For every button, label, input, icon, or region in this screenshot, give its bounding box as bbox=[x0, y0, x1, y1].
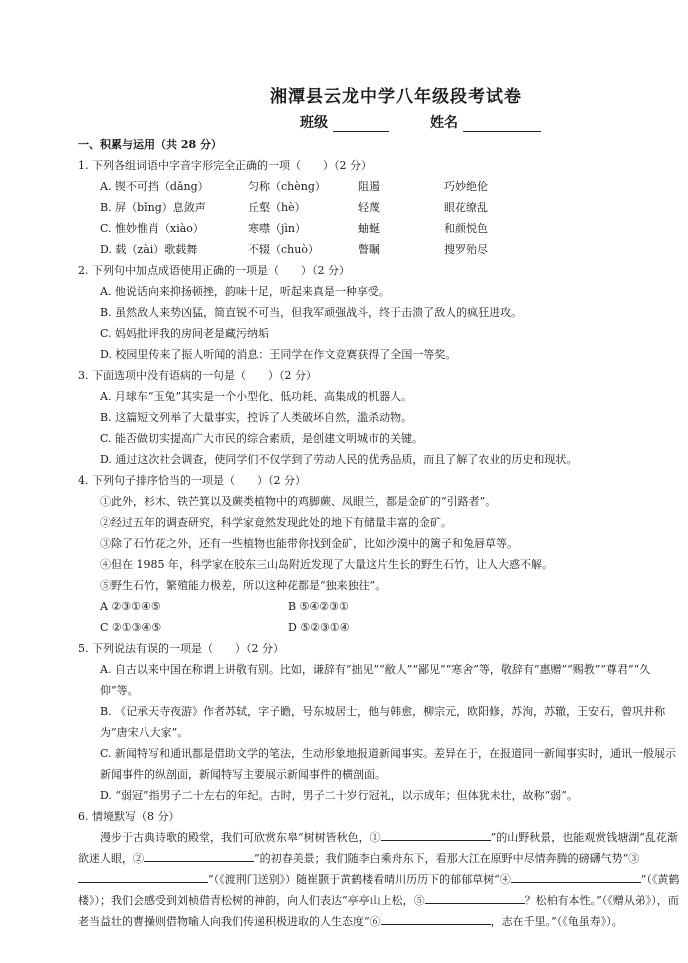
page-title: 湘潭县云龙中学八年级段考试卷 bbox=[270, 87, 522, 107]
q4-options-ab bbox=[78, 596, 684, 617]
q3-option-a: A. 月球车“玉兔”其实是一个小型化、低功耗、高集成的机器人。 bbox=[100, 390, 413, 403]
blank-5[interactable] bbox=[425, 891, 525, 904]
q1-a-2: 匀称（chèng） bbox=[248, 180, 326, 193]
q6-part-8: ，志在千里。”（《龟虽寿》）。 bbox=[490, 915, 623, 928]
blank-1[interactable] bbox=[381, 828, 491, 841]
q3-option-c: C. 能否做切实提高广大市民的综合素质，是创建文明城市的关键。 bbox=[100, 432, 424, 445]
q1-d-4: 搜罗殆尽 bbox=[444, 243, 488, 256]
class-field bbox=[300, 112, 389, 132]
q4-option-a: A ②③①④⑤ bbox=[100, 600, 161, 613]
q4-option-d: D ⑤②③①④ bbox=[288, 621, 350, 634]
q1-c-2: 寒噤（jìn） bbox=[248, 222, 307, 235]
q6-part-7: ？松柏有本性。”（《赠从弟》），而老当益壮的曹操则借物喻人向我们传递积极进取的人生态度“⑥ bbox=[78, 894, 679, 928]
q1-d-2: 不辍（chuò） bbox=[248, 243, 319, 256]
q4-option-c: C ②①③④⑤ bbox=[100, 621, 162, 634]
q4-sentence-2: ②经过五年的调查研究，科学家竟然发现此处的地下有储量丰富的金矿。 bbox=[100, 516, 452, 529]
q1-a-1: A. 锲不可挡（dǎng） bbox=[100, 180, 209, 193]
q4-sentence-5: ⑤野生石竹，繁殖能力极差，所以这种花都是“独来独往”。 bbox=[100, 579, 387, 592]
q2-option-b: B. 虽然敌人来势凶猛，简直锐不可当，但我军顽强战斗，终于击溃了敌人的疯狂进攻。 bbox=[100, 306, 523, 319]
q2-option-a: A. 他说话向来抑扬顿挫，韵味十足，听起来真是一种享受。 bbox=[100, 285, 390, 298]
q1-c-3: 蚰蜒 bbox=[358, 222, 380, 235]
q1-a-4: 巧妙绝伦 bbox=[444, 180, 488, 193]
q3-option-b: B. 这篇短文列举了大量事实，控诉了人类破坏自然，滥杀动物。 bbox=[100, 411, 413, 424]
q1-option-b bbox=[78, 197, 684, 218]
q4-options-cd bbox=[78, 617, 684, 638]
class-blank bbox=[333, 117, 389, 132]
q5-option-d: D. “弱冠”指男子二十左右的年纪。古时，男子二十岁行冠礼，以示成年；但体犹未壮，故称“弱”。 bbox=[100, 789, 578, 802]
q1-b-2: 丘壑（hè） bbox=[248, 201, 306, 214]
q1-option-d bbox=[78, 239, 684, 260]
q6-stem: 6. 情境默写（8 分） bbox=[78, 810, 180, 823]
q4-option-b: B ⑤④②③① bbox=[288, 600, 349, 613]
q1-b-4: 眼花缭乱 bbox=[444, 201, 488, 214]
blank-2[interactable] bbox=[144, 849, 254, 862]
blank-3[interactable] bbox=[78, 870, 208, 883]
q3-stem: 3. 下面选项中没有语病的一句是（ ）（2 分） bbox=[78, 369, 317, 382]
q1-c-1: C. 惟妙惟肖（xiào） bbox=[100, 222, 204, 235]
q1-d-1: D. 载（zài）歌载舞 bbox=[100, 243, 198, 256]
q5-option-b: B. 《记承天寺夜游》作者苏轼，字子瞻，号东坡居士，他与韩愈，柳宗元，欧阳修，苏洵，苏辙，王安石，曾巩并称为“唐宋八大家”。 bbox=[100, 705, 666, 739]
q2-option-c: C. 妈妈批评我的房间老是藏污纳垢 bbox=[100, 327, 270, 340]
q4-sentence-1: ①此外，杉木、铁芒箕以及蕨类植物中的鸡脚蕨、凤眼兰，都是金矿的“引路者”。 bbox=[100, 495, 497, 508]
q4-stem: 4. 下列句子排序恰当的一项是（ ）（2 分） bbox=[78, 474, 306, 487]
q1-d-3: 瞥瞩 bbox=[358, 243, 380, 256]
q4-sentence-4: ④但在 1985 年，科学家在胶东三山岛附近发现了大量这片生长的野生石竹，让人大惑不解。 bbox=[100, 558, 553, 571]
name-label: 姓名 bbox=[430, 115, 458, 131]
q4-sentence-3: ③除了石竹花之外，还有一些植物也能带你找到金矿，比如沙漠中的篱子和兔唇草等。 bbox=[100, 537, 518, 550]
q6-part-6: ，⑤ bbox=[402, 894, 425, 907]
q1-c-4: 和颜悦色 bbox=[444, 222, 488, 235]
q1-b-1: B. 屏（bǐng）息敛声 bbox=[100, 201, 206, 214]
q2-option-d: D. 校园里传来了振人听闻的消息：王同学在作文竞赛获得了全国一等奖。 bbox=[100, 348, 457, 361]
class-label: 班级 bbox=[300, 115, 328, 131]
q5-option-c: C. 新闻特写和通讯都是借助文学的笔法，生动形象地报道新闻事实。差异在于，在报道同一新闻事实时，通讯一般展示新闻事件的纵剖面，新闻特写主要展示新闻事件的横剖面。 bbox=[100, 747, 677, 781]
q6-part-1: 漫步于古典诗歌的殿堂，我们可欣赏东皋“树树皆秋色，① bbox=[100, 831, 381, 844]
q3-option-d: D. 通过这次社会调查，使同学们不仅学到了劳动人民的优秀品质，而且了解了农业的历史和现状。 bbox=[100, 453, 578, 466]
q1-b-3: 轻蔑 bbox=[358, 201, 380, 214]
q6-part-3: ”的初春美景；我们随李白乘舟东下，看那大江在原野中尽情奔腾的磅礴气势“③ bbox=[254, 852, 640, 865]
q6-passage bbox=[78, 827, 684, 932]
q6-part-5: ”（《黄鹤楼》）；我们会感受到刘桢借青松树的神韵，向人们表达“亭亭山上松 bbox=[78, 873, 680, 907]
name-field bbox=[430, 112, 541, 132]
q5-stem: 5. 下列说法有误的一项是（ ）（2 分） bbox=[78, 642, 284, 655]
section-heading: 一、积累与运用（共 28 分） bbox=[78, 138, 222, 151]
q6-part-2: ”的山野秋景，也能观赏钱塘湖“乱花渐欲迷人眼，② bbox=[78, 831, 678, 865]
q1-a-3: 阻遏 bbox=[358, 180, 380, 193]
q1-option-a bbox=[78, 176, 684, 197]
q2-stem: 2. 下列句中加点成语使用正确的一项是（ ）（2 分） bbox=[78, 264, 350, 277]
blank-6[interactable] bbox=[381, 912, 491, 925]
q6-part-4: ”（《渡荆门送别》）随崔颢于黄鹤楼看晴川历历下的郁郁草树“④ bbox=[208, 873, 511, 886]
q1-option-c bbox=[78, 218, 684, 239]
q1-stem: 1. 下列各组词语中字音字形完全正确的一项（ ）（2 分） bbox=[78, 159, 372, 172]
q5-option-a: A. 自古以来中国在称谓上讲敬有别。比如，谦辞有“拙见”“敝人”“鄙见”“寒舍”等，敬辞有“惠赠”“赐教”“尊君”“久仰”等。 bbox=[100, 663, 651, 697]
name-blank bbox=[463, 117, 541, 132]
blank-4[interactable] bbox=[511, 870, 641, 883]
section-one bbox=[78, 134, 684, 932]
